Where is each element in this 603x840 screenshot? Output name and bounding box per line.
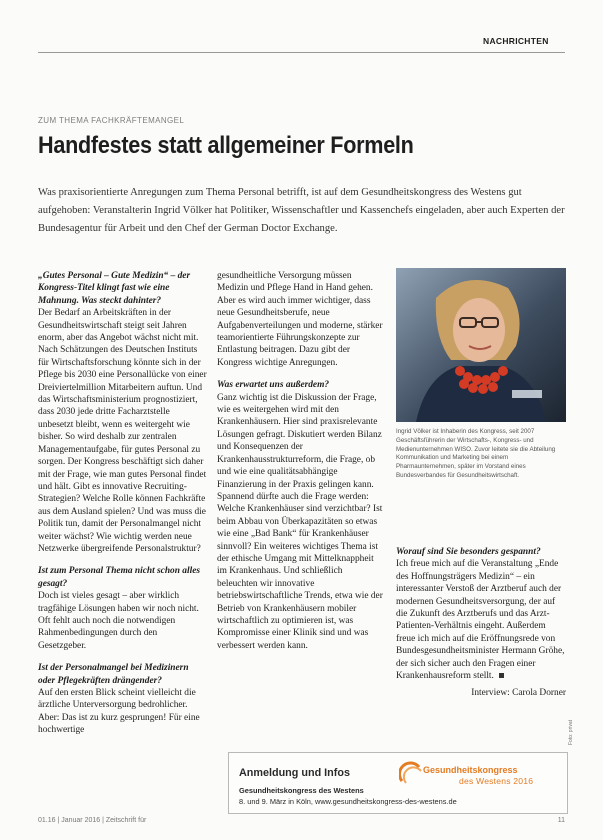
answer-5-text: Ich freue mich auf die Veranstaltung „Ende des Hoffnungsträgers Medizin“ – ein interessanter Verstoß der Arztberuf auch der modernen Gesundheitsversorgung, der auf die Zukunft des Arztberufs und das Arzt-Patienten-Verhältnis eingeht. Außerdem freue ich mich auf die Eröffnungsrede von Bundesgesundheitsminister Hermann Gröhe, der sich sicher auch den Fragen einer Krankenhausreform stellt. [396,559,565,682]
congress-logo-icon [399,761,425,787]
answer-2: Doch ist vieles gesagt – aber wirklich tragfähige Lösungen haben wir noch nicht. Oft fehlt auch noch die notwendigen Rahmenbedingungen durch den Gesetzgeber. [38,591,199,651]
caption-name: Ingrid Völker [396,428,431,435]
portrait-illustration [396,268,566,422]
logo-line-2: des Westens 2016 [459,776,534,786]
top-rule [38,52,565,53]
lead-paragraph: Was praxisorientierte Anregungen zum Thema Personal betrifft, ist auf dem Gesundheitskongress des Westens gut aufgehoben: Veranstalterin Ingrid Völker hat Politiker, Wissenschaftler und Kassenchefs eingeladen, aber auch Experten der Bundesagentur für Arbeit und den Chef der German Doctor Exchange. [38,187,565,234]
page-number: 11 [557,817,565,824]
answer-5 [396,558,566,682]
right-column [396,546,566,700]
promo-event-name: Gesundheitskongress des Westens [239,786,364,795]
interview-signature: Interview: Carola Dorner [471,688,566,699]
footer-issue: 01.16 | Januar 2016 | Zeitschrift für [38,817,147,824]
logo-line-1: Gesundheitskongress [423,765,518,775]
left-column [38,270,207,742]
photo-caption [396,428,566,481]
registration-box [228,752,568,814]
answer-1: Der Bedarf an Arbeitskräften in der Gesundheitswirtschaft steigt seit Jahren enorm, aber das Angebot wächst nicht mit. Nach Schätzungen des Deutschen Instituts für Wirtschaftsforschung könnte sich in der Pflege bis 2030 eine Personallücke von einer Dreiviertelmillion Mitarbeitern auftun. Und das Wirtschaftsministerium prognostiziert, dass 2030 jede dritte Facharztstelle unbesetzt bleibt, wenn es weitergeht wie bisher. So wird deshalb zur zentralen Managementaufgabe, für gutes Personal zu sorgen. Der Kongress beschäftigt sich daher mit der Frage, wie man gutes Personal findet und hält. Gibt es innovative Recruiting-Strategien? Welche Rolle können Fachkräfte aus dem Ausland spielen? Und was muss die Politik tun, damit der Personalmangel nicht weiter wächst? Wie wichtig werden neue Netzwerke übergreifende Personalstruktur? [38,308,207,554]
promo-title: Anmeldung und Infos [239,767,350,779]
question-5: Worauf sind Sie besonders gespannt? [396,547,541,557]
headline: Handfestes statt allgemeiner Formeln [38,132,414,159]
question-3: Ist der Personalmangel bei Medizinern oder Pflegekräften drängender? [38,663,189,686]
photo-credit: Foto: privat [568,719,574,745]
question-1: „Gutes Personal – Gute Medizin“ – der Kongress-Titel klingt fast wie eine Mahnung. Was steckt dahinter? [38,271,191,306]
caption-text: ist Inhaberin des Kongress, seit 2007 Geschäftsführerin der Wirtschafts-, Kongress- und Medienunternehmen WISO. Zuvor leitete sie die Abteilung Kommunikation und Marketing bei einem Pharmaunternehmen, später im Vorstand eines Bundesverbandes für Gesundheitswirtschaft. [396,428,556,479]
congress-logo [399,759,564,789]
end-mark [499,673,504,678]
portrait-photo [396,268,566,422]
question-4: Was erwartet uns außerdem? [217,380,330,391]
answer-3: Auf den ersten Blick scheint vielleicht die ärztliche Unterversorgung bedrohlicher. Aber: Das ist zu kurz gesprungen! Für eine hochwertige [38,688,200,736]
promo-details-link[interactable]: 8. und 9. März in Köln, www.gesundheitskongress-des-westens.de [239,797,457,806]
section-tag: NACHRICHTEN [483,36,549,46]
middle-column [217,270,384,657]
answer-3-continued: gesundheitliche Versorgung müssen Medizin und Pflege Hand in Hand gehen. Aber es wird auch immer wichtiger, dass neue Gesundheitsberufe, neue Aufgabenverteilungen und moderne, stärker teamorientierte Führungskonzepte zur Entlastung beitragen. Dazu gibt der Kongress wichtige Anregungen. [217,271,383,368]
question-2: Ist zum Personal Thema nicht schon alles gesagt? [38,566,201,589]
answer-4: Ganz wichtig ist die Diskussion der Frage, wie es weitergehen wird mit den Krankenhäusern. Hier sind praxisrelevante Lösungen gefragt. Diskutiert werden Bilanz und Konsequenzen der Krankenhausstrukturreform, die Frage, ob und wie eine qualitätsabhängige Finanzierung in der Praxis gelingen kann. Spannend dürfte auch die Frage werden: Welche Krankenhäuser sind verzichtbar? Ist beim Abbau von Überkapazitäten so etwas wie eine „Bad Bank“ für Krankenhäuser sinnvoll? Ein weiteres wichtiges Thema ist der ethische Umgang mit Mittelknappheit im Krankenhaus. Und schließlich beleuchten wir innovative betriebswirtschaftliche Trends, etwa wie der Betrieb von Krankenhäusern mobiler wirtschaftlich zu optimieren ist, was Kompromisse einer Klinik sind und was verbessert werden kann. [217,392,383,651]
kicker: ZUM THEMA FACHKRÄFTEMANGEL [38,116,185,125]
